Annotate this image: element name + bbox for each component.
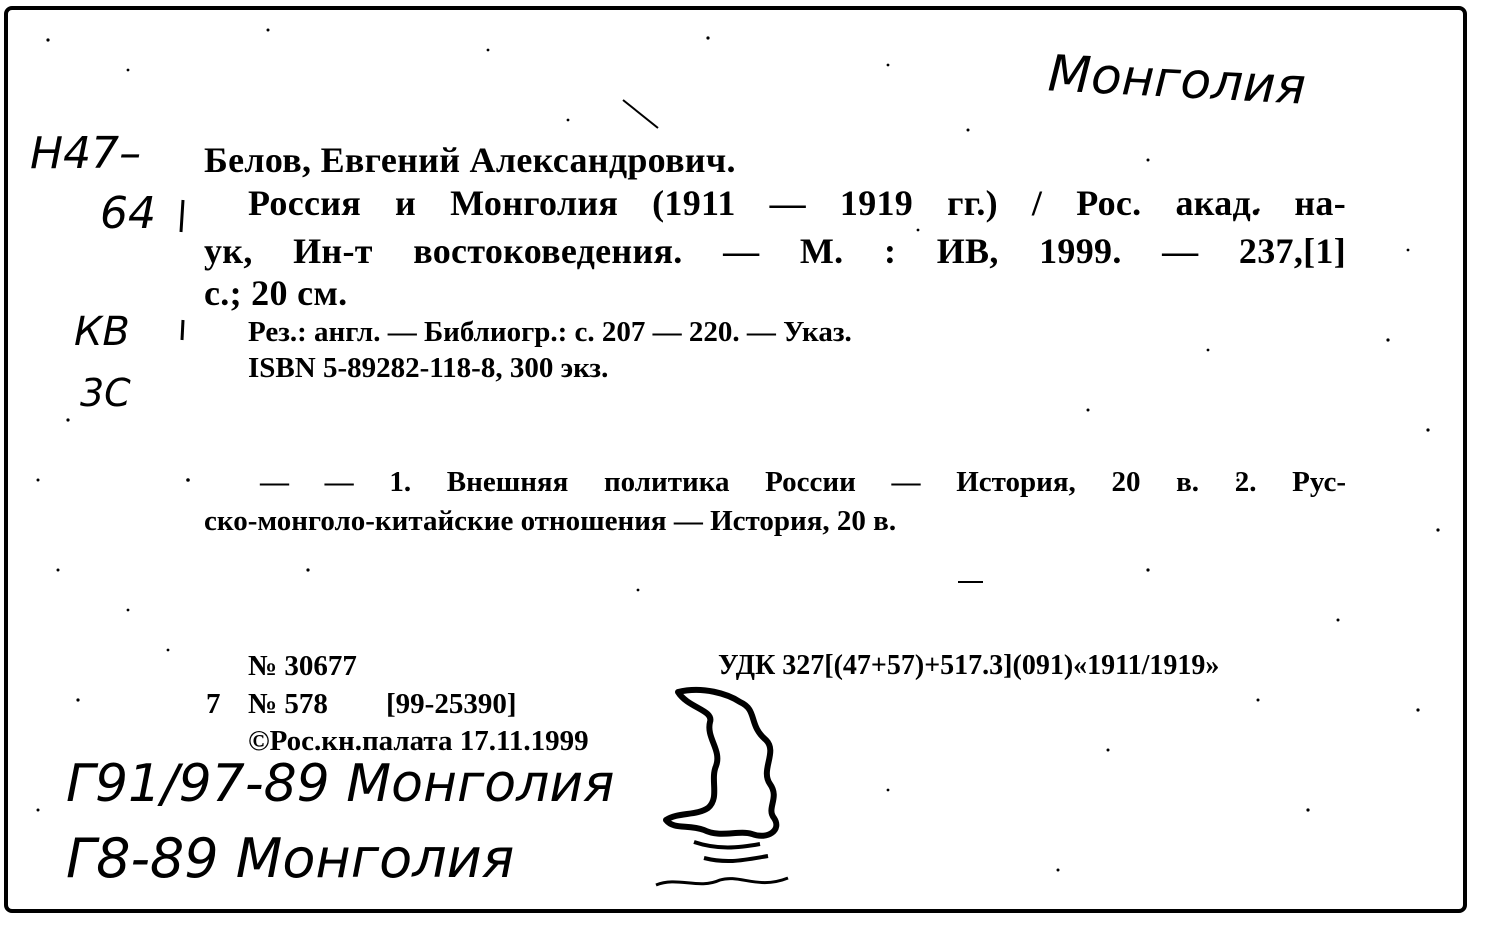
subjects-line-1: [260, 468, 1346, 497]
book-chamber-stamp: ©Рос.кн.палата 17.11.1999: [248, 725, 589, 757]
margin-marks: [168, 180, 198, 350]
title-line-2: [204, 233, 1346, 269]
handwritten-subject: Монголия: [1046, 44, 1308, 116]
title-line-2-text: ук, Ин-т востоковедения. — М. : ИВ, 1999. — 237,[1]: [204, 231, 1346, 271]
catalog-card: [4, 6, 1467, 913]
card-number: № 30677: [248, 650, 357, 682]
title-line-1: [248, 185, 1346, 221]
mongolia-map-icon: [648, 680, 798, 910]
copy-mark: 7: [206, 688, 221, 720]
registry-number: [99-25390]: [386, 688, 517, 720]
title-line-3: с.; 20 см.: [204, 273, 348, 313]
title-line-1-text: Россия и Монголия (1911 — 1919 гг.) / Рос. акад. на-: [248, 183, 1346, 223]
sub-number: № 578: [248, 688, 328, 720]
handwritten-shelfmark-line1: Н47–: [30, 128, 142, 179]
udk-classification: УДК 327[(47+57)+517.3](091)«1911/1919»: [718, 650, 1220, 681]
handwritten-code-line1: КВ: [74, 309, 130, 355]
handwritten-shelfmark-line2: 64: [100, 188, 156, 239]
author-heading: Белов, Евгений Александрович.: [204, 140, 736, 180]
notes-line-1: Рез.: англ. — Библиогр.: с. 207 — 220. — Указ.: [248, 316, 852, 348]
handwritten-bottom-line1: Г91/97-89 Монголия: [66, 754, 615, 814]
handwritten-bottom-line2: Г8-89 Монголия: [66, 827, 515, 890]
subjects-line-1-text: — — 1. Внешняя политика России — История, 20 в. 2. Рус-: [260, 466, 1346, 498]
handwritten-code-line2: 3С: [80, 371, 131, 415]
isbn-line: ISBN 5-89282-118-8, 300 экз.: [248, 352, 609, 384]
subjects-line-2: ско-монголо-китайские отношения — История, 20 в.: [204, 505, 897, 537]
